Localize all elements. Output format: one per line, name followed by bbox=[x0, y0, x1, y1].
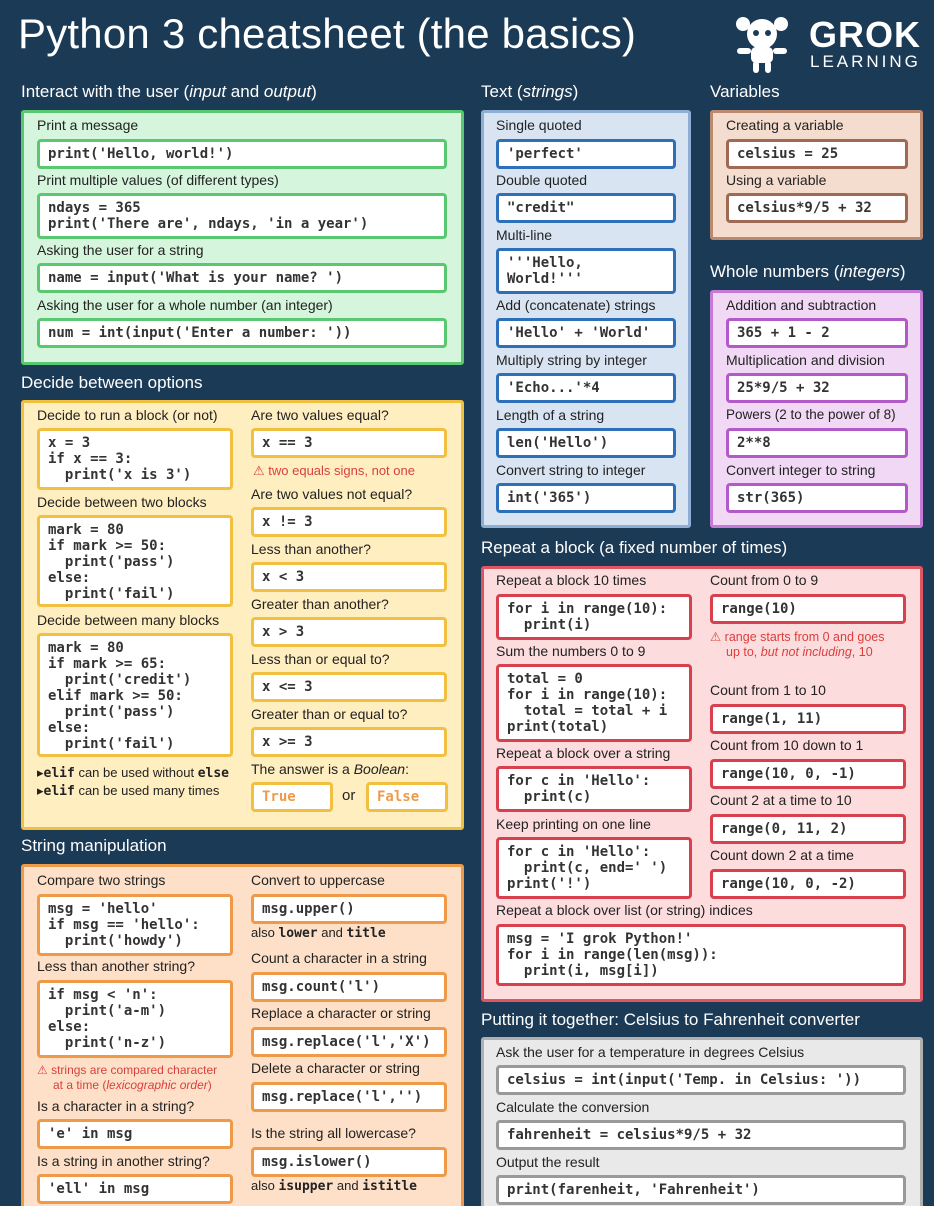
strman-label: Less than another string? bbox=[37, 958, 195, 974]
equals-warning: ⚠ two equals signs, not one bbox=[253, 463, 415, 478]
or-text: or bbox=[342, 787, 356, 804]
io-label: Asking the user for a whole number (an integer) bbox=[37, 297, 333, 313]
compare-code: x != 3 bbox=[251, 507, 447, 537]
integers-code: str(365) bbox=[726, 483, 908, 513]
text-section-title: Text (strings) bbox=[481, 82, 579, 101]
strman-label: Replace a character or string bbox=[251, 1005, 431, 1021]
compare-label: Are two values equal? bbox=[251, 407, 389, 423]
strman-label: Compare two strings bbox=[37, 872, 166, 888]
repeat-label: Count from 1 to 10 bbox=[710, 682, 826, 698]
together-code: celsius = int(input('Temp. in Celsius: ')) bbox=[496, 1065, 906, 1095]
compare-warning: ⚠ strings are compared character bbox=[37, 1063, 218, 1077]
repeat-code: msg = 'I grok Python!' for i in range(len(msg)): print(i, msg[i]) bbox=[496, 924, 906, 986]
strman-code: msg.islower() bbox=[251, 1147, 447, 1177]
io-label: Asking the user for a string bbox=[37, 242, 204, 258]
together-code: fahrenheit = celsius*9/5 + 32 bbox=[496, 1120, 906, 1150]
repeat-label: Repeat a block over list (or string) indices bbox=[496, 902, 753, 918]
repeat-label: Repeat a block over a string bbox=[496, 745, 671, 761]
boolean-label: The answer is a Boolean: bbox=[251, 761, 409, 777]
strman-label: Is the string all lowercase? bbox=[251, 1125, 416, 1141]
integers-label: Addition and subtraction bbox=[726, 297, 877, 313]
text-code: 'Echo...'*4 bbox=[496, 373, 676, 403]
strman-code: msg.upper() bbox=[251, 894, 447, 924]
decide-code: mark = 80 if mark >= 65: print('credit') elif mark >= 50: print('pass') else: print('fail') bbox=[37, 633, 233, 757]
integers-code: 25*9/5 + 32 bbox=[726, 373, 908, 403]
page-title: Python 3 cheatsheet (the basics) bbox=[18, 10, 637, 57]
text-label: Add (concatenate) strings bbox=[496, 297, 656, 313]
compare-code: x <= 3 bbox=[251, 672, 447, 702]
variables-code: celsius = 25 bbox=[726, 139, 908, 169]
repeat-label: Count down 2 at a time bbox=[710, 847, 854, 863]
io-section-title: Interact with the user (input and output) bbox=[21, 82, 317, 101]
strman-code: msg.replace('l','') bbox=[251, 1082, 447, 1112]
io-code: num = int(input('Enter a number: ')) bbox=[37, 318, 447, 348]
integers-label: Powers (2 to the power of 8) bbox=[726, 407, 896, 422]
text-label: Convert string to integer bbox=[496, 462, 646, 478]
integers-section-title: Whole numbers (integers) bbox=[710, 262, 906, 281]
repeat-code: for c in 'Hello': print(c) bbox=[496, 766, 692, 812]
variables-code: celsius*9/5 + 32 bbox=[726, 193, 908, 223]
compare-code: x >= 3 bbox=[251, 727, 447, 757]
strman-label: Is a character in a string? bbox=[37, 1098, 195, 1114]
strman-label: Convert to uppercase bbox=[251, 872, 385, 888]
repeat-section-title: Repeat a block (a fixed number of times) bbox=[481, 538, 788, 557]
decide-label: Decide to run a block (or not) bbox=[37, 407, 218, 423]
decide-label: Decide between two blocks bbox=[37, 494, 207, 510]
together-section-title: Putting it together: Celsius to Fahrenheit converter bbox=[481, 1010, 860, 1029]
repeat-label: Count from 10 down to 1 bbox=[710, 737, 864, 753]
decide-section-title: Decide between options bbox=[21, 373, 203, 392]
repeat-code: range(0, 11, 2) bbox=[710, 814, 906, 844]
strman-label: Count a character in a string bbox=[251, 950, 427, 966]
compare-code: x < 3 bbox=[251, 562, 447, 592]
logo-name: GROK bbox=[809, 14, 921, 55]
repeat-label: Sum the numbers 0 to 9 bbox=[496, 643, 646, 659]
io-code: print('Hello, world!') bbox=[37, 139, 447, 169]
strman-section-title: String manipulation bbox=[21, 836, 167, 855]
compare-label: Less than or equal to? bbox=[251, 651, 390, 667]
strman-label: Delete a character or string bbox=[251, 1060, 420, 1076]
repeat-label: Count 2 at a time to 10 bbox=[710, 792, 852, 808]
together-code: print(farenheit, 'Fahrenheit') bbox=[496, 1175, 906, 1205]
text-code: 'Hello' + 'World' bbox=[496, 318, 676, 348]
strman-code: if msg < 'n': print('a-m') else: print('n-z') bbox=[37, 980, 233, 1058]
strman-label: Is a string in another string? bbox=[37, 1153, 210, 1169]
strman-code: 'ell' in msg bbox=[37, 1174, 233, 1204]
repeat-code: range(10, 0, -1) bbox=[710, 759, 906, 789]
logo-subtitle: LEARNING bbox=[810, 52, 921, 71]
text-code: int('365') bbox=[496, 483, 676, 513]
repeat-code: range(10, 0, -2) bbox=[710, 869, 906, 899]
strman-code: 'e' in msg bbox=[37, 1119, 233, 1149]
decide-code: mark = 80 if mark >= 50: print('pass') else: print('fail') bbox=[37, 515, 233, 607]
text-code: "credit" bbox=[496, 193, 676, 223]
true-value: True bbox=[251, 782, 333, 812]
strman-code: msg = 'hello' if msg == 'hello': print('howdy') bbox=[37, 894, 233, 956]
range-warning: ⚠ range starts from 0 and goes bbox=[710, 630, 885, 644]
elif-note: ▸elif can be used many times bbox=[37, 783, 220, 799]
grok-monkey-icon bbox=[727, 14, 803, 74]
variables-section-title: Variables bbox=[710, 82, 780, 101]
compare-label: Are two values not equal? bbox=[251, 486, 413, 502]
false-value: False bbox=[366, 782, 448, 812]
repeat-label: Repeat a block 10 times bbox=[496, 572, 647, 588]
text-label: Length of a string bbox=[496, 407, 605, 423]
repeat-label: Count from 0 to 9 bbox=[710, 572, 819, 588]
text-label: Single quoted bbox=[496, 117, 582, 133]
compare-code: x > 3 bbox=[251, 617, 447, 647]
also-note: also lower and title bbox=[251, 925, 386, 941]
compare-label: Greater than another? bbox=[251, 596, 389, 612]
strman-code: msg.replace('l','X') bbox=[251, 1027, 447, 1057]
range-warning: up to, but not including, 10 bbox=[726, 645, 873, 659]
repeat-code: for i in range(10): print(i) bbox=[496, 594, 692, 640]
decide-code: x = 3 if x == 3: print('x is 3') bbox=[37, 428, 233, 490]
integers-code: 365 + 1 - 2 bbox=[726, 318, 908, 348]
integers-code: 2**8 bbox=[726, 428, 908, 458]
together-label: Ask the user for a temperature in degrees Celsius bbox=[496, 1044, 805, 1060]
compare-label: Greater than or equal to? bbox=[251, 706, 408, 722]
io-label: Print multiple values (of different types) bbox=[37, 172, 279, 188]
integers-label: Convert integer to string bbox=[726, 462, 876, 478]
io-code: ndays = 365 print('There are', ndays, 'in a year') bbox=[37, 193, 447, 239]
compare-label: Less than another? bbox=[251, 541, 371, 557]
repeat-label: Keep printing on one line bbox=[496, 816, 651, 832]
grok-logo bbox=[727, 14, 927, 74]
repeat-code: for c in 'Hello': print(c, end=' ') print('!') bbox=[496, 837, 692, 899]
repeat-code: range(1, 11) bbox=[710, 704, 906, 734]
variables-label: Using a variable bbox=[726, 172, 827, 188]
compare-warning: at a time (lexicographic order) bbox=[53, 1078, 212, 1092]
io-code: name = input('What is your name? ') bbox=[37, 263, 447, 293]
elif-note: ▸elif can be used without else bbox=[37, 765, 230, 781]
compare-code: x == 3 bbox=[251, 428, 447, 458]
text-label: Multi-line bbox=[496, 227, 553, 243]
text-code: 'perfect' bbox=[496, 139, 676, 169]
text-code: len('Hello') bbox=[496, 428, 676, 458]
text-label: Multiply string by integer bbox=[496, 352, 647, 368]
io-label: Print a message bbox=[37, 117, 139, 133]
variables-label: Creating a variable bbox=[726, 117, 844, 133]
repeat-code: range(10) bbox=[710, 594, 906, 624]
integers-label: Multiplication and division bbox=[726, 352, 885, 368]
text-label: Double quoted bbox=[496, 172, 588, 188]
also-note: also isupper and istitle bbox=[251, 1178, 417, 1194]
text-code: '''Hello, World!''' bbox=[496, 248, 676, 294]
strman-code: msg.count('l') bbox=[251, 972, 447, 1002]
together-label: Output the result bbox=[496, 1154, 600, 1170]
decide-label: Decide between many blocks bbox=[37, 612, 220, 628]
together-label: Calculate the conversion bbox=[496, 1099, 650, 1115]
repeat-code: total = 0 for i in range(10): total = total + i print(total) bbox=[496, 664, 692, 742]
